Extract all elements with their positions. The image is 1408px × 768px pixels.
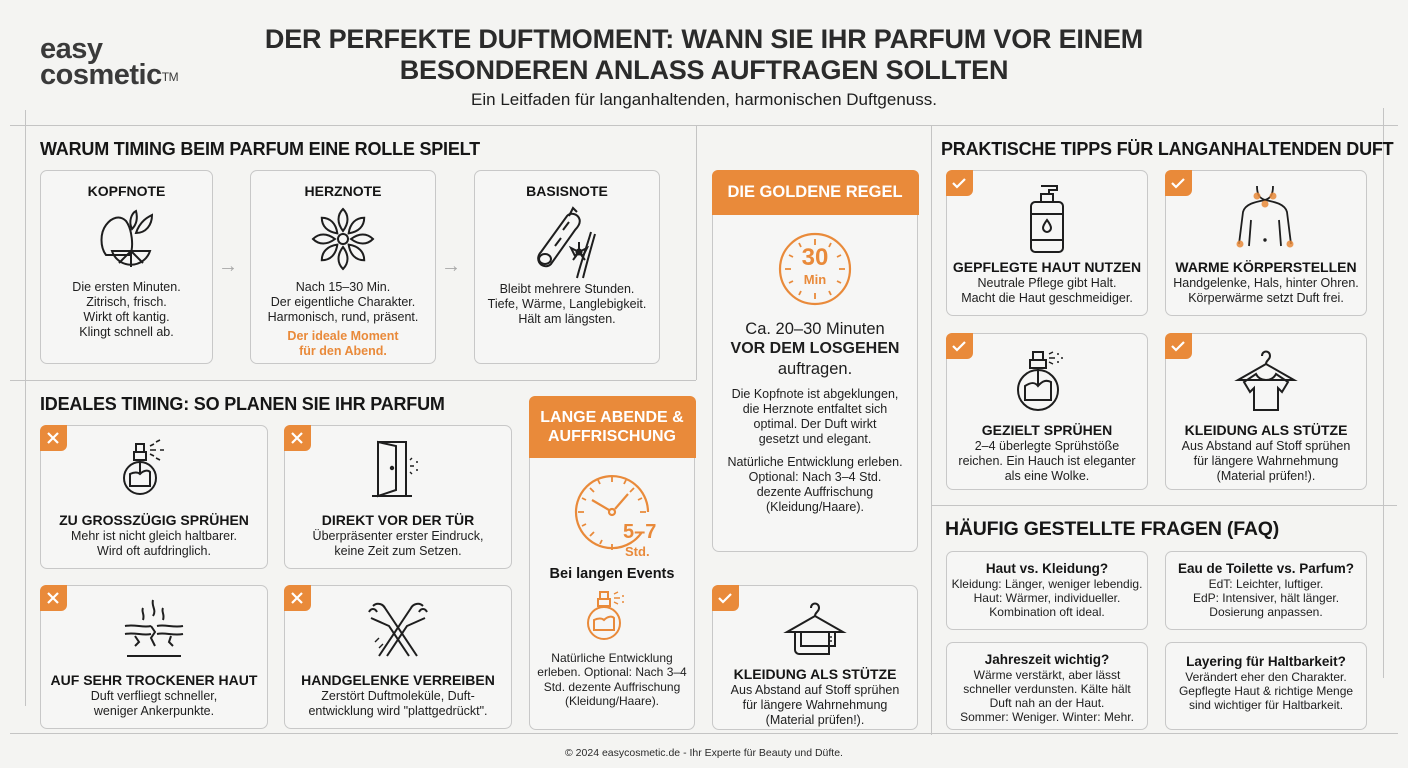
divider-top [10, 125, 1398, 126]
divider-center-left [696, 125, 697, 380]
clock-icon [530, 472, 694, 572]
long-evenings-text: Natürliche Entwicklung [551, 650, 673, 665]
faq-answer: Wärme verstärkt, aber lässt [973, 668, 1121, 682]
cross-badge-icon [40, 425, 67, 451]
tip-text: reichen. Ein Hauch ist eleganter [958, 454, 1136, 468]
page-title-line2: BESONDEREN ANLASS AUFTRAGEN SOLLTEN [399, 55, 1009, 85]
mistake-title: ZU GROSSZÜGIG SPRÜHEN [59, 512, 249, 528]
faq-item[interactable] [946, 551, 1148, 630]
shirt-hanger-icon [1166, 346, 1366, 416]
tip-text: Körperwärme setzt Duft frei. [1188, 291, 1344, 305]
mistake-title: AUF SEHR TROCKENER HAUT [50, 672, 258, 688]
mistake-title: DIREKT VOR DER TÜR [321, 512, 475, 528]
long-evenings-subtitle: Bei langen Events [549, 565, 675, 582]
arrow-right-icon: → [441, 255, 461, 277]
tip-card [946, 170, 1148, 316]
ideal-section-title: IDEALES TIMING: SO PLANEN SIE IHR PARFUM [40, 394, 445, 414]
tip-card [1165, 333, 1367, 490]
golden-rule-text: dezente Auffrischung [756, 484, 874, 499]
cross-badge-icon [284, 425, 311, 451]
check-badge-icon [946, 170, 973, 196]
note-title: BASISNOTE [526, 183, 608, 199]
long-evenings-text: Std. dezente Auffrischung [543, 679, 681, 694]
golden-rule-text: die Herznote entfaltet sich [742, 401, 888, 416]
faq-section-title: HÄUFIG GESTELLTE FRAGEN (FAQ) [945, 518, 1279, 540]
faq-answer: sind wichtiger für Haltbarkeit. [1188, 698, 1344, 712]
tips-section-title: PRAKTISCHE TIPPS FÜR LANGANHALTENDEN DUFT [941, 139, 1394, 159]
long-evenings-text: erleben. Optional: Nach 3–4 [537, 665, 687, 679]
faq-item[interactable] [946, 642, 1148, 730]
check-badge-icon [946, 333, 973, 359]
faq-answer: Verändert eher den Charakter. [1185, 670, 1347, 684]
tip-text: Aus Abstand auf Stoff sprühen [1181, 439, 1351, 453]
tip-text: als eine Wolke. [1004, 469, 1090, 483]
wood-vanilla-icon [475, 202, 659, 282]
tip-text: (Material prüfen!). [1216, 469, 1316, 483]
faq-question: Haut vs. Kleidung? [985, 561, 1109, 576]
mistake-text: keine Zeit zum Setzen. [334, 544, 462, 558]
clock-value: 5–7 [623, 520, 657, 543]
brand-name-line2: cosmetic [40, 59, 162, 91]
brand-name-line1: easy [40, 33, 103, 65]
perfume-spray-icon [530, 587, 694, 645]
faq-answer: EdT: Leichter, luftiger. [1208, 577, 1324, 591]
note-card-basisnote [474, 170, 660, 364]
note-text: Tiefe, Wärme, Langlebigkeit. [487, 297, 647, 311]
mistake-text: Mehr ist nicht gleich haltbarer. [70, 529, 238, 543]
faq-answer: Dosierung anpassen. [1209, 605, 1323, 619]
timer-value: 30 [801, 243, 829, 271]
timing-section-title: WARUM TIMING BEIM PARFUM EINE ROLLE SPIELT [40, 139, 480, 159]
check-badge-icon [1165, 170, 1192, 196]
golden-rule-header: DIE GOLDENE REGEL [712, 170, 919, 215]
tip-text: für längere Wahrnehmung [1193, 454, 1339, 468]
note-highlight: Der ideale Moment [287, 329, 399, 343]
lemon-icon [41, 204, 212, 274]
note-text: Zitrisch, frisch. [86, 295, 167, 309]
dry-skin-icon [41, 596, 267, 662]
divider-left-edge [25, 110, 26, 706]
divider-center-right [931, 125, 932, 735]
divider-left-mid [10, 380, 696, 381]
tip-title: WARME KÖRPERSTELLEN [1175, 259, 1357, 275]
mistake-text: Überpräsenter erster Eindruck, [312, 529, 484, 543]
faq-answer: EdP: Intensiver, hält länger. [1192, 591, 1340, 605]
faq-answer: Kleidung: Länger, weniger lebendig. [951, 577, 1143, 591]
divider-bottom [10, 733, 1398, 734]
golden-rule-text: Natürliche Entwicklung erleben. [727, 454, 903, 469]
long-evenings-header [529, 396, 696, 458]
note-card-herznote [250, 170, 436, 364]
golden-rule-text: Die Kopfnote ist abgeklungen, [731, 386, 899, 401]
timer-icon [713, 231, 917, 325]
note-text: Klingt schnell ab. [79, 325, 174, 339]
tip-title: KLEIDUNG ALS STÜTZE [1184, 422, 1348, 438]
mistake-card [40, 585, 268, 729]
mistake-card [284, 585, 512, 729]
tip-text: 2–4 überlegte Sprühstöße [974, 439, 1120, 453]
flower-icon [251, 204, 435, 274]
page-subtitle: Ein Leitfaden für langanhaltenden, harmonischen Duftgenuss. [471, 90, 937, 109]
faq-answer: Kombination oft ideal. [989, 605, 1105, 619]
note-text: Bleibt mehrere Stunden. [499, 282, 635, 296]
perfume-spray-icon [41, 436, 267, 502]
mistake-text: weniger Ankerpunkte. [93, 704, 215, 718]
page-title-line1: DER PERFEKTE DUFTMOMENT: WANN SIE IHR PARFUM VOR EINEM [264, 24, 1144, 54]
golden-rule-text: gesetzt und elegant. [758, 431, 872, 446]
long-evenings-title-line1: LANGE ABENDE & [540, 408, 684, 426]
long-evenings-text: (Kleidung/Haare). [564, 694, 660, 708]
note-text: Harmonisch, rund, präsent. [267, 310, 419, 324]
clothing-tip-text: für längere Wahrnehmung [742, 698, 888, 712]
mistake-card [40, 425, 268, 569]
pulse-points-icon [1166, 183, 1366, 255]
rubbing-wrists-icon [285, 596, 511, 662]
arrow-right-icon: → [218, 255, 238, 277]
golden-rule-text: optimal. Der Duft wirkt [753, 416, 877, 431]
note-text: Nach 15–30 Min. [295, 280, 391, 294]
note-text: Die ersten Minuten. [72, 280, 181, 294]
tip-text: Neutrale Pflege gibt Halt. [977, 276, 1117, 290]
lotion-bottle-icon [947, 183, 1147, 255]
faq-item[interactable] [1165, 642, 1367, 730]
mistake-text: Duft verfliegt schneller, [90, 689, 218, 703]
mistake-title: HANDGELENKE VERREIBEN [301, 672, 495, 688]
note-text: Hält am längsten. [518, 312, 616, 326]
faq-answer: Gepflegte Haut & richtige Menge [1178, 684, 1354, 698]
faq-answer: Duft nah an der Haut. [989, 696, 1105, 710]
perfume-spray-icon [947, 346, 1147, 416]
golden-rule-main: Ca. 20–30 Minuten [745, 319, 885, 338]
divider-right-edge [1383, 108, 1384, 678]
note-title: HERZNOTE [304, 183, 382, 199]
clothing-tip-text: Aus Abstand auf Stoff sprühen [730, 683, 900, 697]
mistake-text: Wird oft aufdringlich. [97, 544, 211, 558]
mistake-card [284, 425, 512, 569]
note-card-kopfnote [40, 170, 213, 364]
golden-rule-card [712, 170, 918, 552]
faq-question: Jahreszeit wichtig? [984, 652, 1110, 667]
page-title [220, 24, 1188, 86]
tip-text: Handgelenke, Hals, hinter Ohren. [1173, 276, 1359, 290]
clothing-tip-card [712, 585, 918, 730]
tip-text: Macht die Haut geschmeidiger. [961, 291, 1133, 305]
brand-logo [40, 33, 179, 91]
cross-badge-icon [284, 585, 311, 611]
faq-item[interactable] [1165, 551, 1367, 630]
faq-question: Eau de Toilette vs. Parfum? [1177, 561, 1355, 576]
tip-card [1165, 170, 1367, 316]
note-text: Wirkt oft kantig. [83, 310, 170, 324]
golden-rule-text: (Kleidung/Haare). [766, 499, 864, 514]
towel-hanger-icon [713, 596, 917, 658]
check-badge-icon [712, 585, 739, 611]
timer-unit: Min [803, 271, 827, 287]
cross-badge-icon [40, 585, 67, 611]
trademark-symbol: TM [161, 70, 179, 84]
tip-title: GEPFLEGTE HAUT NUTZEN [952, 259, 1142, 275]
note-title: KOPFNOTE [87, 183, 166, 199]
faq-answer: Haut: Wärmer, individueller. [973, 591, 1121, 605]
tip-card [946, 333, 1148, 490]
long-evenings-card [529, 396, 695, 730]
faq-answer: Sommer: Weniger. Winter: Mehr. [960, 710, 1134, 724]
mistake-text: entwicklung wird "plattgedrückt". [308, 704, 488, 718]
golden-rule-main: auftragen. [777, 359, 853, 378]
door-icon [285, 436, 511, 502]
faq-question: Layering für Haltbarkeit? [1186, 654, 1346, 669]
divider-right-mid [931, 505, 1397, 506]
check-badge-icon [1165, 333, 1192, 359]
footer-copyright: © 2024 easycosmetic.de - Ihr Experte für Beauty und Düfte. [565, 747, 843, 759]
clock-unit: Std. [625, 543, 650, 559]
note-highlight: für den Abend. [299, 344, 387, 358]
clothing-tip-title: KLEIDUNG ALS STÜTZE [733, 666, 897, 682]
clothing-tip-text: (Material prüfen!). [765, 713, 865, 727]
long-evenings-title-line2: AUFFRISCHUNG [548, 427, 676, 445]
golden-rule-emphasis: VOR DEM LOSGEHEN [730, 339, 900, 357]
note-text: Der eigentliche Charakter. [270, 295, 416, 309]
mistake-text: Zerstört Duftmoleküle, Duft- [321, 689, 475, 703]
faq-answer: schneller verdunsten. Kälte hält [963, 682, 1131, 696]
tip-title: GEZIELT SPRÜHEN [981, 422, 1113, 438]
golden-rule-text: Optional: Nach 3–4 Std. [748, 469, 882, 484]
